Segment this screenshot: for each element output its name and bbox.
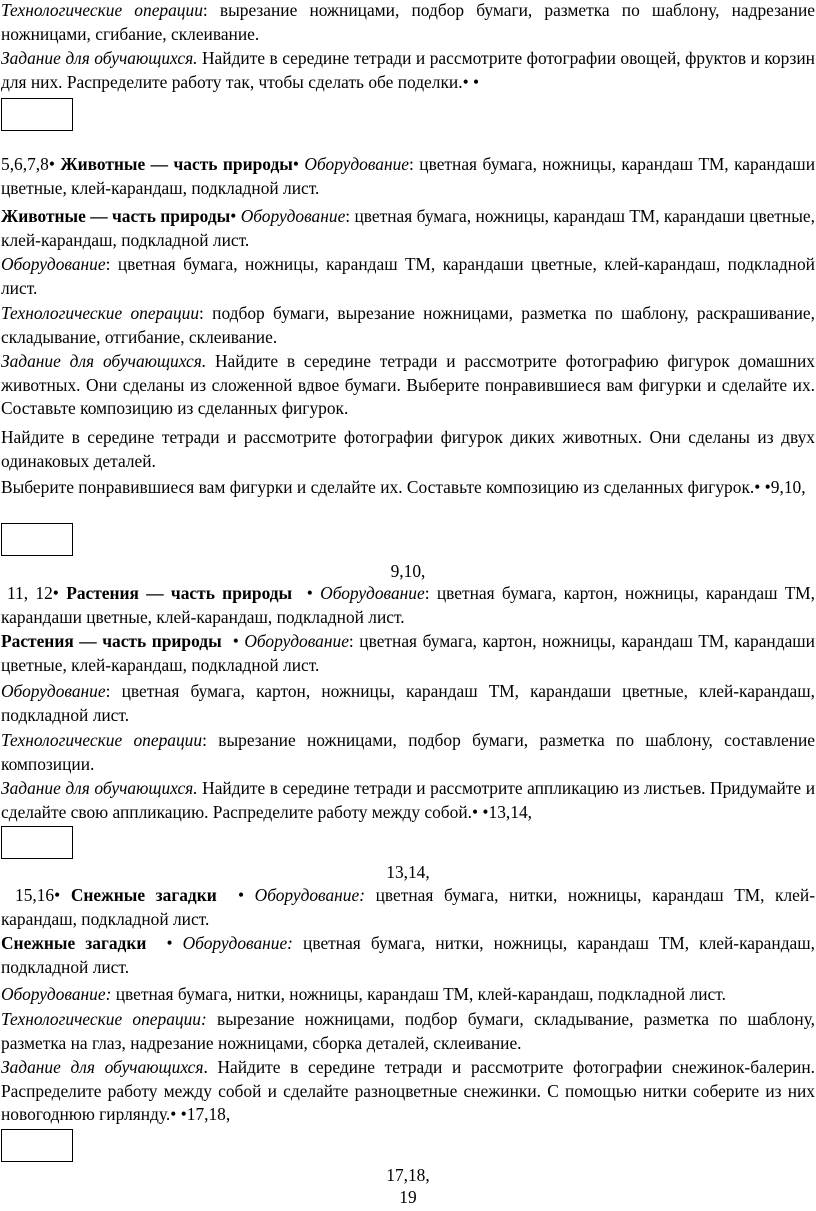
s2-centered-text: 9,10, xyxy=(390,561,426,581)
s2-wild-animals xyxy=(1,426,815,473)
s2-ops-text: : подбор бумаги, вырезание ножницами, разметка по шаблону, раскрашивание, складывание, отгибание, склеивание. xyxy=(1,303,815,347)
s2-task-label: Задание для обучающихся. xyxy=(1,351,207,371)
s4-centered-text: 17,18, xyxy=(386,1165,430,1185)
s3-dots: • • xyxy=(472,801,489,822)
s4-task-text: . Найдите в середине тетради и рассмотрите фотографии снежинок-балерин. Распределите работу между собой и сделайте разноцветные снежинки. С помощью нитки соберите из них новогоднюю гирлянду. xyxy=(1,1057,815,1124)
s2-dot: • xyxy=(292,154,299,174)
s3-task-label: Задание для обучающихся. xyxy=(1,778,198,798)
s2-operations xyxy=(1,302,815,349)
s2-after-dots: 9,10, xyxy=(770,477,806,497)
s3-title2: Растения — часть природы xyxy=(1,631,222,651)
s3-ops-text: : вырезание ножницами, подбор бумаги, разметка по шаблону, составление композиции. xyxy=(1,730,815,774)
s4-prefix: 15,16 xyxy=(15,885,55,905)
s4-equip-label: Оборудование: xyxy=(244,885,366,905)
s3-equipment xyxy=(1,680,815,727)
s4-equipment xyxy=(1,983,815,1007)
s3-centered-text: 13,14, xyxy=(386,862,430,882)
s2-task xyxy=(1,350,815,421)
s1-task-text: Найдите в середине тетради и рассмотрите фотографии овощей, фруктов и корзин для них. Распределите работу так, чтобы сделать обе поделки. xyxy=(1,48,815,92)
s2-title2: Животные — часть природы xyxy=(1,206,231,226)
s2-equip-label2: Оборудование xyxy=(236,206,346,226)
s1-dots: • • xyxy=(462,71,480,92)
s2-centered-pages xyxy=(1,560,815,584)
s3-dot: • xyxy=(306,583,313,603)
s3-dot: • xyxy=(232,631,239,651)
s2-prefix: 5,6,7,8 xyxy=(1,154,49,174)
s3-task xyxy=(1,777,815,824)
s3-equip-label2: Оборудование xyxy=(238,631,349,651)
s2-equip-text: : цветная бумага, ножницы, карандаш ТМ, карандаши цветные, клей-карандаш, подкладной лист. xyxy=(1,154,815,198)
s3-ops-label: Технологические операции xyxy=(1,730,203,750)
s3-equip-label: Оборудование xyxy=(312,583,425,603)
empty-box xyxy=(1,826,73,859)
s4-equip-label2: Оборудование: xyxy=(172,933,293,953)
s1-operations xyxy=(1,0,815,46)
s3-after-dots: 13,14, xyxy=(488,801,533,822)
s4-ops-label: Технологические операции: xyxy=(1,1009,207,1029)
s4-task-label: Задание для обучающихся xyxy=(1,1057,204,1077)
s4-title2: Снежные загадки xyxy=(1,933,147,953)
s4-equip-text3: цветная бумага, нитки, ножницы, карандаш ТМ, клей-карандаш, подкладной лист. xyxy=(111,984,726,1004)
s3-prefix: 11, 12 xyxy=(7,583,53,603)
s4-centered-pages xyxy=(1,1164,815,1188)
s4-title: Снежные загадки xyxy=(60,885,217,905)
empty-box xyxy=(1,98,73,131)
s4-equip-text: цветная бумага, нитки, ножницы, карандаш ТМ, клей-карандаш, подкладной лист. xyxy=(1,885,815,929)
s4-ops-text: вырезание ножницами, подбор бумаги, складывание, разметка по шаблону, разметка на глаз, надрезание ножницами, сборка деталей, склеивание. xyxy=(1,1009,815,1053)
s4-heading-repeat xyxy=(1,932,815,979)
s3-centered-pages xyxy=(1,861,815,885)
s3-equip-text: : цветная бумага, картон, ножницы, карандаш ТМ, карандаши цветные, клей-карандаш, подкладной лист. xyxy=(1,583,815,627)
s3-equip-text3: : цветная бумага, картон, ножницы, карандаш ТМ, карандаши цветные, клей-карандаш, подкладной лист. xyxy=(1,681,815,725)
s2-dot: • xyxy=(48,154,55,174)
s2-equip-label: Оборудование xyxy=(298,154,409,174)
s2-equipment xyxy=(1,253,815,300)
s4-after-dots: 17,18, xyxy=(186,1104,231,1124)
s4-operations xyxy=(1,1008,815,1055)
s4-dot: • xyxy=(54,885,61,905)
s2-ops-label: Технологические операции xyxy=(1,303,200,323)
s2-dot: • xyxy=(230,206,237,226)
page-number-text: 19 xyxy=(399,1187,417,1207)
s4-heading xyxy=(1,884,815,931)
s2-task-text: Найдите в середине тетради и рассмотрите фотографию фигурок домашних животных. Они сделаны из сложенной вдвое бумаги. Выберите понравившиеся вам фигурки и сделайте их. Составьте композицию из сделанных фигурок. xyxy=(1,351,815,418)
s1-ops-text: : вырезание ножницами, подбор бумаги, разметка по шаблону, надрезание ножницами, сгибание, склеивание. xyxy=(1,0,815,44)
s1-ops-label: Технологические операции xyxy=(1,0,203,20)
s2-equip-label3: Оборудование xyxy=(1,254,106,274)
s2-heading xyxy=(1,153,815,200)
s2-equip-text3: : цветная бумага, ножницы, карандаш ТМ, карандаши цветные, клей-карандаш, подкладной лист. xyxy=(1,254,815,298)
s3-equip-text2: : цветная бумага, картон, ножницы, карандаш ТМ, карандаши цветные, клей-карандаш, подкладной лист. xyxy=(1,631,815,675)
s2-heading-repeat xyxy=(1,205,815,252)
s3-dot: • xyxy=(52,583,59,603)
s3-title: Растения — часть природы xyxy=(58,583,293,603)
s2-dots: • • xyxy=(754,477,771,497)
s2-choose-text: Выберите понравившиеся вам фигурки и сделайте их. Составьте композицию из сделанных фигурок. xyxy=(1,477,755,497)
s3-operations xyxy=(1,729,815,776)
s3-heading-repeat xyxy=(1,630,815,677)
s2-title: Животные — часть природы xyxy=(54,154,293,174)
s3-heading xyxy=(1,582,815,629)
s3-equip-label3: Оборудование xyxy=(1,681,106,701)
s2-choose xyxy=(1,476,815,500)
empty-box xyxy=(1,523,73,556)
s1-task xyxy=(1,47,815,94)
s4-dots: • • xyxy=(170,1104,187,1124)
s4-equip-text2: цветная бумага, нитки, ножницы, карандаш ТМ, клей-карандаш, подкладной лист. xyxy=(1,933,816,977)
s4-task xyxy=(1,1056,815,1127)
s1-task-label: Задание для обучающихся. xyxy=(1,48,198,68)
page-number xyxy=(1,1186,815,1210)
s2-wild-text: Найдите в середине тетради и рассмотрите фотографии фигурок диких животных. Они сделаны из двух одинаковых деталей. xyxy=(1,427,815,471)
s3-task-text: Найдите в середине тетради и рассмотрите аппликацию из листьев. Придумайте и сделайте свою аппликацию. Распределите работу между собой. xyxy=(1,778,815,822)
s4-dot: • xyxy=(166,933,173,953)
s4-dot: • xyxy=(237,885,245,905)
s4-equip-label3: Оборудование: xyxy=(1,984,112,1004)
s2-equip-text2: : цветная бумага, ножницы, карандаш ТМ, карандаши цветные, клей-карандаш, подкладной лист. xyxy=(1,206,815,250)
empty-box xyxy=(1,1129,73,1162)
